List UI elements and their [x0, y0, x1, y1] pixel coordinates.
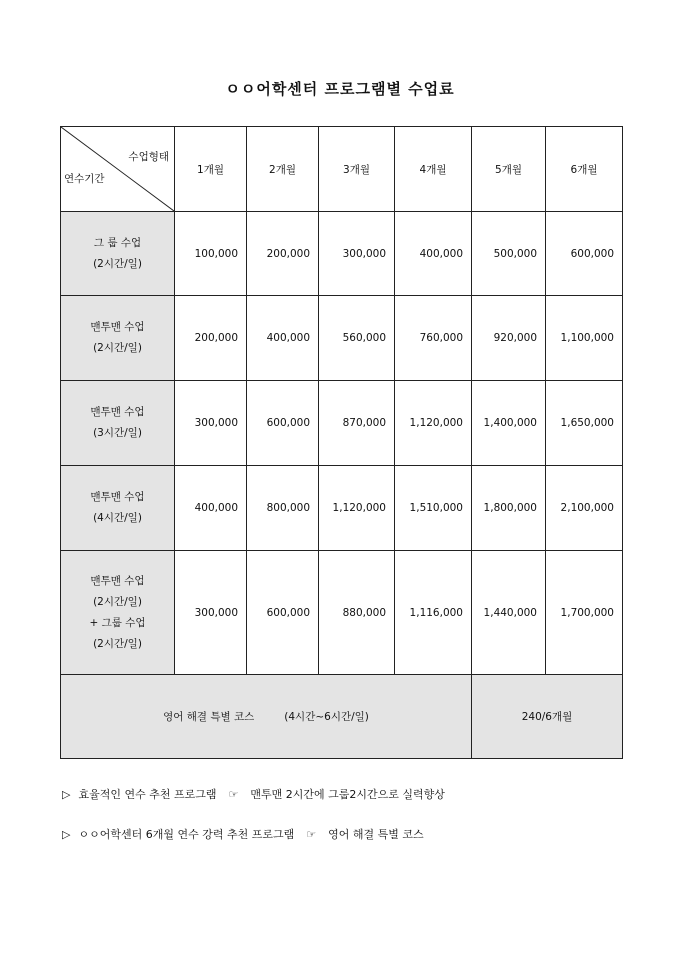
special-course-row [61, 675, 623, 759]
price-cell: 100,000 [175, 212, 247, 296]
price-cell: 600,000 [247, 551, 319, 675]
special-course-name: 영어 해결 특별 코스 [163, 711, 255, 723]
row-label [61, 466, 175, 551]
recommendation-note [62, 826, 424, 842]
price-cell: 800,000 [247, 466, 319, 551]
row-label-line: + 그룹 수업 [89, 616, 146, 629]
period-label: 연수기간 [64, 173, 105, 185]
price-cell: 400,000 [395, 212, 472, 296]
price-cell: 400,000 [175, 466, 247, 551]
price-cell: 760,000 [395, 296, 472, 381]
row-label-line: (4시간/일) [93, 512, 142, 524]
row-label [61, 551, 175, 675]
price-cell: 500,000 [472, 212, 546, 296]
price-cell: 1,100,000 [546, 296, 623, 381]
class-type-label: 수업형태 [128, 151, 169, 163]
row-label [61, 212, 175, 296]
row-label [61, 381, 175, 466]
price-cell: 1,400,000 [472, 381, 546, 466]
row-label-line: 맨투맨 수업 [90, 321, 145, 333]
corner-header-cell [61, 127, 175, 212]
table-row [61, 296, 623, 381]
row-label-line: (2시간/일) [93, 342, 142, 354]
price-cell: 1,116,000 [395, 551, 472, 675]
triangle-icon: ▷ [62, 788, 71, 801]
tuition-table [60, 126, 623, 759]
page-title: ㅇㅇ어학센터 프로그램별 수업료 [225, 80, 455, 98]
price-cell: 1,120,000 [395, 381, 472, 466]
note-text: ㅇㅇ어학센터 6개월 연수 강력 추천 프로그램 [78, 828, 295, 841]
price-cell: 1,800,000 [472, 466, 546, 551]
note-detail: 맨투맨 2시간에 그룹2시간으로 실력향상 [250, 788, 445, 801]
price-cell: 1,650,000 [546, 381, 623, 466]
price-cell: 300,000 [175, 551, 247, 675]
price-cell: 200,000 [175, 296, 247, 381]
row-label-line: (2시간/일) [93, 257, 142, 270]
price-cell: 870,000 [319, 381, 395, 466]
note-detail: 영어 해결 특별 코스 [328, 828, 424, 841]
price-cell: 880,000 [319, 551, 395, 675]
header-row [61, 127, 623, 212]
pointing-hand-icon: ☞ [306, 828, 317, 841]
special-course-hours: (4시간~6시간/일) [284, 711, 369, 723]
price-cell: 400,000 [247, 296, 319, 381]
table-row [61, 551, 623, 675]
diagonal-divider [61, 127, 174, 211]
recommendation-note [62, 786, 445, 802]
row-label-line: 맨투맨 수업 [90, 574, 145, 587]
table-row [61, 212, 623, 296]
month-header: 6개월 [546, 127, 623, 212]
month-header: 2개월 [247, 127, 319, 212]
row-label-line: (2시간/일) [93, 595, 142, 608]
triangle-icon: ▷ [62, 828, 71, 841]
note-text: 효율적인 연수 추천 프로그램 [78, 788, 217, 801]
price-cell: 200,000 [247, 212, 319, 296]
month-header: 1개월 [175, 127, 247, 212]
price-cell: 1,440,000 [472, 551, 546, 675]
row-label-line: 맨투맨 수업 [90, 406, 145, 418]
price-cell: 600,000 [247, 381, 319, 466]
row-label [61, 296, 175, 381]
price-cell: 2,100,000 [546, 466, 623, 551]
row-label-line: 그 룹 수업 [93, 236, 142, 249]
price-cell: 600,000 [546, 212, 623, 296]
pointing-hand-icon: ☞ [228, 788, 239, 801]
table-row [61, 381, 623, 466]
price-cell: 560,000 [319, 296, 395, 381]
row-label-line: (3시간/일) [93, 427, 142, 439]
price-cell: 300,000 [175, 381, 247, 466]
price-cell: 300,000 [319, 212, 395, 296]
month-header: 4개월 [395, 127, 472, 212]
table-row [61, 466, 623, 551]
month-header: 5개월 [472, 127, 546, 212]
month-header: 3개월 [319, 127, 395, 212]
price-cell: 1,700,000 [546, 551, 623, 675]
row-label-line: 맨투맨 수업 [90, 491, 145, 503]
row-label-line: (2시간/일) [93, 637, 142, 650]
special-course-price: 240/6개월 [472, 675, 623, 759]
price-cell: 1,120,000 [319, 466, 395, 551]
price-cell: 1,510,000 [395, 466, 472, 551]
price-cell: 920,000 [472, 296, 546, 381]
special-course-cell [61, 675, 472, 759]
